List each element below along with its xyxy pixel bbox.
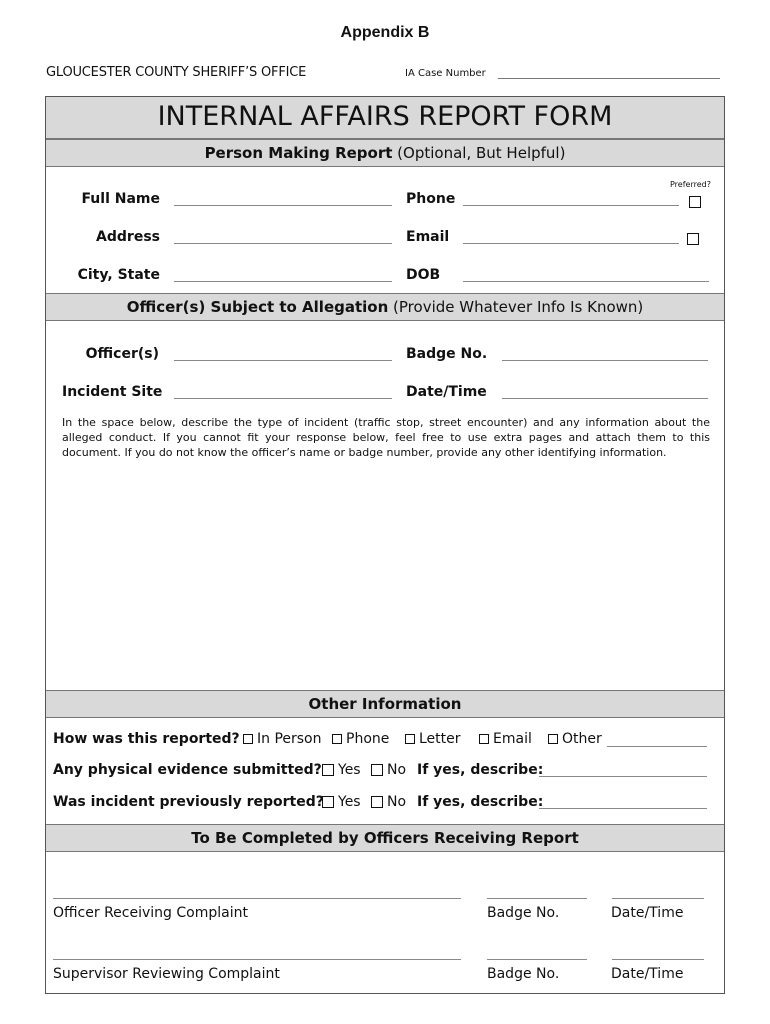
checkbox[interactable] xyxy=(322,764,334,776)
supervisor-badge-label: Badge No. xyxy=(487,966,560,982)
checkbox[interactable] xyxy=(371,764,383,776)
how-reported-label: How was this reported? xyxy=(53,731,240,747)
officer-receiving-signature-line[interactable] xyxy=(53,898,461,899)
city-state-label: City, State xyxy=(77,267,160,283)
previously-describe-label: If yes, describe: xyxy=(417,794,544,810)
checkbox[interactable] xyxy=(405,734,415,744)
incident-site-label: Incident Site xyxy=(62,384,163,400)
incident-site-field[interactable] xyxy=(174,398,392,399)
option-phone[interactable] xyxy=(332,731,389,747)
option-label: Phone xyxy=(346,731,390,747)
evidence-describe-label: If yes, describe: xyxy=(417,762,544,778)
section-heading-rest: (Optional, But Helpful) xyxy=(392,144,566,162)
checkbox[interactable] xyxy=(479,734,489,744)
evidence-describe-field[interactable] xyxy=(539,776,707,777)
section-heading-bold: Person Making Report xyxy=(204,144,393,162)
option-label: In Person xyxy=(257,731,322,747)
email-label: Email xyxy=(406,229,450,245)
form-frame xyxy=(45,96,725,994)
officer-badge-line[interactable] xyxy=(487,898,587,899)
officer-badge-label: Badge No. xyxy=(487,905,560,921)
option-in-person[interactable] xyxy=(243,731,322,747)
full-name-label: Full Name xyxy=(81,191,160,207)
previously-no[interactable] xyxy=(371,794,406,810)
date-time-label: Date/Time xyxy=(406,384,487,400)
option-label: Letter xyxy=(419,731,461,747)
section-heading-rest: (Provide Whatever Info Is Known) xyxy=(388,298,644,316)
evidence-no[interactable] xyxy=(371,762,406,778)
date-time-field[interactable] xyxy=(502,398,708,399)
email-field[interactable] xyxy=(463,243,679,244)
phone-field[interactable] xyxy=(463,205,679,206)
phone-label: Phone xyxy=(406,191,456,207)
yes-label: Yes xyxy=(338,794,361,810)
dob-field[interactable] xyxy=(463,281,709,282)
email-preferred-checkbox[interactable] xyxy=(687,233,699,245)
checkbox[interactable] xyxy=(322,796,334,808)
section-heading-bold: Officer(s) Subject to Allegation xyxy=(126,298,389,316)
no-label: No xyxy=(387,762,407,778)
option-email[interactable] xyxy=(479,731,532,747)
incident-description-area[interactable] xyxy=(54,465,716,683)
city-state-field[interactable] xyxy=(174,281,392,282)
incident-instructions: In the space below, describe the type of incident (traffic stop, street encounter) and any information about the alleged conduct. If you cannot fit your response below, feel free to use extra pages and attach them to this document. If you do not know the officer’s name or badge number, provide any other identifying information. xyxy=(62,416,710,459)
supervisor-signature-line[interactable] xyxy=(53,959,461,960)
dob-label: DOB xyxy=(406,267,441,283)
supervisor-date-label: Date/Time xyxy=(611,966,684,982)
evidence-yes[interactable] xyxy=(322,762,361,778)
form-title: INTERNAL AFFAIRS REPORT FORM xyxy=(46,97,724,139)
section-heading-receiving: To Be Completed by Officers Receiving Report xyxy=(46,824,724,852)
supervisor-badge-line[interactable] xyxy=(487,959,587,960)
section-heading-other: Other Information xyxy=(46,690,724,718)
badge-label: Badge No. xyxy=(406,346,488,362)
case-number-field[interactable] xyxy=(498,78,720,79)
officers-label: Officer(s) xyxy=(85,346,159,362)
supervisor-reviewing-label: Supervisor Reviewing Complaint xyxy=(53,966,280,982)
no-label: No xyxy=(387,794,407,810)
officers-field[interactable] xyxy=(174,360,392,361)
appendix-label: Appendix B xyxy=(340,24,430,41)
checkbox[interactable] xyxy=(332,734,342,744)
agency-name: GLOUCESTER COUNTY SHERIFF’S OFFICE xyxy=(46,65,307,80)
officer-date-label: Date/Time xyxy=(611,905,684,921)
yes-label: Yes xyxy=(338,762,361,778)
case-number-label: IA Case Number xyxy=(405,68,486,79)
checkbox[interactable] xyxy=(371,796,383,808)
evidence-label: Any physical evidence submitted? xyxy=(53,762,322,778)
preferred-label: Preferred? xyxy=(670,180,711,189)
other-field[interactable] xyxy=(607,746,707,747)
badge-field[interactable] xyxy=(502,360,708,361)
address-field[interactable] xyxy=(174,243,392,244)
previously-reported-label: Was incident previously reported? xyxy=(53,794,324,810)
full-name-field[interactable] xyxy=(174,205,392,206)
checkbox[interactable] xyxy=(548,734,558,744)
supervisor-date-line[interactable] xyxy=(612,959,704,960)
option-letter[interactable] xyxy=(405,731,461,747)
section-heading-person xyxy=(46,139,724,167)
phone-preferred-checkbox[interactable] xyxy=(689,196,701,208)
option-label: Other xyxy=(562,731,602,747)
officer-receiving-label: Officer Receiving Complaint xyxy=(53,905,248,921)
previously-yes[interactable] xyxy=(322,794,361,810)
checkbox[interactable] xyxy=(243,734,253,744)
section-heading-officers xyxy=(46,293,724,321)
option-label: Email xyxy=(493,731,532,747)
officer-date-line[interactable] xyxy=(612,898,704,899)
option-other[interactable] xyxy=(548,731,602,747)
previously-describe-field[interactable] xyxy=(539,808,707,809)
address-label: Address xyxy=(96,229,160,245)
